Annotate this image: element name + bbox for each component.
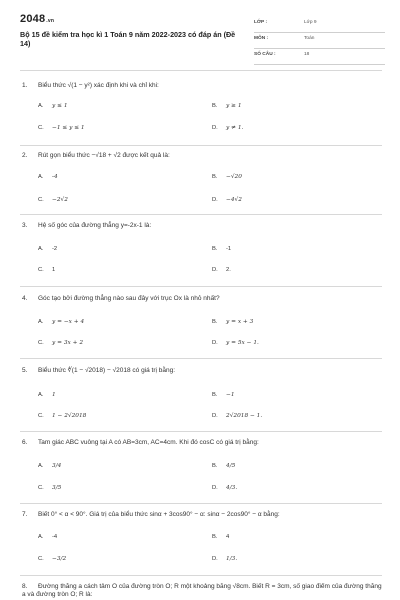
question-number: 1. <box>22 82 28 89</box>
option-letter: A. <box>38 246 44 252</box>
option-letter: C. <box>38 197 44 203</box>
option-text: 3/4 <box>52 463 62 469</box>
question-number: 6. <box>22 439 28 446</box>
option-letter: A. <box>38 463 44 469</box>
option-letter: B. <box>212 246 218 252</box>
option-a[interactable] <box>38 319 84 325</box>
question-stem <box>22 152 382 160</box>
option-a[interactable] <box>38 463 61 469</box>
question-2 <box>22 152 382 212</box>
option-letter: B. <box>212 463 218 469</box>
option-letter: B. <box>212 534 218 540</box>
option-letter: A. <box>38 174 44 180</box>
option-letter: A. <box>38 319 44 325</box>
option-text: −2√2 <box>52 197 68 203</box>
meta-value-class: Lớp 9 <box>304 20 317 25</box>
question-stem <box>22 583 382 599</box>
question-text: Tam giác ABC vuông tại A có AB=3cm, AC=4cm. Khi đó cosC có giá trị bằng: <box>38 439 259 446</box>
document-title: Bộ 15 đề kiểm tra học kì 1 Toán 9 năm 2022-2023 có đáp án (Đề 14) <box>20 30 236 49</box>
option-b[interactable] <box>212 463 235 469</box>
option-letter: C. <box>38 340 44 346</box>
document-header <box>20 13 385 59</box>
logo-suffix: .vn <box>46 18 55 24</box>
option-letter: B. <box>212 174 218 180</box>
question-5 <box>22 367 382 429</box>
option-letter: B. <box>212 103 218 109</box>
question-stem <box>22 222 382 230</box>
question-text: Đường thẳng a cách tâm O của đường tròn O; R một khoảng bằng √8cm. Biết R = 3cm, số giao điểm của đường thẳng a và đường tròn O; R là: <box>22 583 382 598</box>
option-text: −√20 <box>226 174 242 180</box>
option-text: -4 <box>52 534 58 540</box>
option-a[interactable] <box>38 246 57 252</box>
option-b[interactable] <box>212 174 242 180</box>
option-b[interactable] <box>212 103 242 109</box>
option-letter: D. <box>212 267 218 273</box>
question-stem <box>22 82 382 90</box>
question-stem <box>22 367 382 375</box>
option-c[interactable] <box>38 125 85 131</box>
option-d[interactable] <box>212 485 237 491</box>
question-6 <box>22 439 382 501</box>
logo-main: 2048 <box>20 13 46 25</box>
question-divider <box>20 575 382 576</box>
option-text: 4 <box>226 534 230 540</box>
option-c[interactable] <box>38 413 86 419</box>
question-number: 4. <box>22 295 28 302</box>
question-text: Biết 0° < α < 90°. Giá trị của biểu thức sinα + 3cos90° − α: sinα − 2cos90° − α bằng: <box>38 511 280 518</box>
question-number: 7. <box>22 511 28 518</box>
question-4 <box>22 295 382 355</box>
option-letter: A. <box>38 392 44 398</box>
option-text: 3/5 <box>52 485 62 491</box>
option-a[interactable] <box>38 103 68 109</box>
option-d[interactable] <box>212 340 259 346</box>
question-7 <box>22 511 382 573</box>
question-text: Góc tạo bởi đường thẳng nào sau đây với trục Ox là nhỏ nhất? <box>38 295 220 302</box>
option-a[interactable] <box>38 392 56 398</box>
question-8 <box>22 583 382 600</box>
question-3 <box>22 222 382 282</box>
option-text: -1 <box>226 246 232 252</box>
option-a[interactable] <box>38 534 57 540</box>
question-divider <box>20 503 382 504</box>
option-letter: D. <box>212 485 218 491</box>
option-b[interactable] <box>212 534 229 540</box>
option-letter: C. <box>38 267 44 273</box>
option-text: y = x + 3 <box>226 319 254 325</box>
meta-label-question-count: SỐ CÂU : <box>254 52 276 57</box>
option-d[interactable] <box>212 197 242 203</box>
question-number: 2. <box>22 152 28 159</box>
option-a[interactable] <box>38 174 58 180</box>
option-text: 2√2018 − 1. <box>226 413 263 419</box>
question-divider <box>20 358 382 359</box>
option-letter: D. <box>212 197 218 203</box>
option-text: y = −x + 4 <box>52 319 85 325</box>
question-text: Hệ số góc của đường thẳng y=-2x-1 là: <box>38 222 152 229</box>
option-text: -4 <box>52 174 58 180</box>
option-text: 1/3. <box>226 556 238 562</box>
header-divider <box>20 70 382 71</box>
option-letter: C. <box>38 413 44 419</box>
option-letter: D. <box>212 413 218 419</box>
question-number: 8. <box>22 583 28 590</box>
option-d[interactable] <box>212 413 262 419</box>
option-c[interactable] <box>38 556 66 562</box>
option-letter: C. <box>38 485 44 491</box>
option-d[interactable] <box>212 267 231 273</box>
option-c[interactable] <box>38 267 55 273</box>
option-letter: A. <box>38 103 44 109</box>
option-text: −4√2 <box>226 197 242 203</box>
meta-value-subject: Toán <box>304 36 315 41</box>
option-text: 1 <box>52 392 56 398</box>
question-stem <box>22 511 382 519</box>
option-d[interactable] <box>212 125 243 131</box>
option-letter: D. <box>212 340 218 346</box>
question-number: 5. <box>22 367 28 374</box>
option-text: y ≠ 1. <box>226 125 244 131</box>
option-letter: B. <box>212 319 218 325</box>
option-letter: C. <box>38 556 44 562</box>
question-divider <box>20 145 382 146</box>
question-text: Biểu thức √(1 − y²) xác định khi và chỉ khi: <box>38 82 159 89</box>
option-text: y ≥ 1 <box>226 103 242 109</box>
option-b[interactable] <box>212 246 231 252</box>
meta-row-class <box>254 17 385 33</box>
option-letter: B. <box>212 392 218 398</box>
option-text: 2. <box>226 267 231 273</box>
meta-row-subject <box>254 33 385 49</box>
option-letter: D. <box>212 556 218 562</box>
question-divider <box>20 286 382 287</box>
question-number: 3. <box>22 222 28 229</box>
question-stem <box>22 439 382 447</box>
question-text: Rút gọn biểu thức −√18 + √2 được kết quả là: <box>38 152 170 159</box>
meta-value-question-count: 18 <box>304 52 310 57</box>
option-text: −3/2 <box>52 556 67 562</box>
option-text: y = 5x − 1. <box>226 340 259 346</box>
option-letter: A. <box>38 534 44 540</box>
option-d[interactable] <box>212 556 237 562</box>
option-text: 4/5 <box>226 463 236 469</box>
question-stem <box>22 295 382 303</box>
meta-label-subject: MÔN : <box>254 36 269 41</box>
site-logo[interactable] <box>20 13 54 25</box>
option-text: -2 <box>52 246 58 252</box>
option-c[interactable] <box>38 197 68 203</box>
option-c[interactable] <box>38 485 61 491</box>
option-text: y = 3x + 2 <box>52 340 84 346</box>
option-b[interactable] <box>212 319 253 325</box>
question-divider <box>20 431 382 432</box>
meta-panel <box>254 17 385 65</box>
meta-row-question-count <box>254 49 385 65</box>
option-text: 1 − 2√2018 <box>52 413 87 419</box>
option-letter: D. <box>212 125 218 131</box>
meta-label-class: LỚP : <box>254 20 268 25</box>
option-text: 1 <box>52 267 56 273</box>
option-c[interactable] <box>38 340 83 346</box>
option-text: −1 ≤ y ≤ 1 <box>52 125 85 131</box>
question-1 <box>22 82 382 142</box>
question-text: Biểu thức ∜(1 − √2018) − √2018 có giá trị bằng: <box>38 367 176 374</box>
option-text: −1 <box>226 392 235 398</box>
option-letter: C. <box>38 125 44 131</box>
option-b[interactable] <box>212 392 235 398</box>
option-text: y ≤ 1 <box>52 103 68 109</box>
question-divider <box>20 214 382 215</box>
option-text: 4/3. <box>226 485 238 491</box>
